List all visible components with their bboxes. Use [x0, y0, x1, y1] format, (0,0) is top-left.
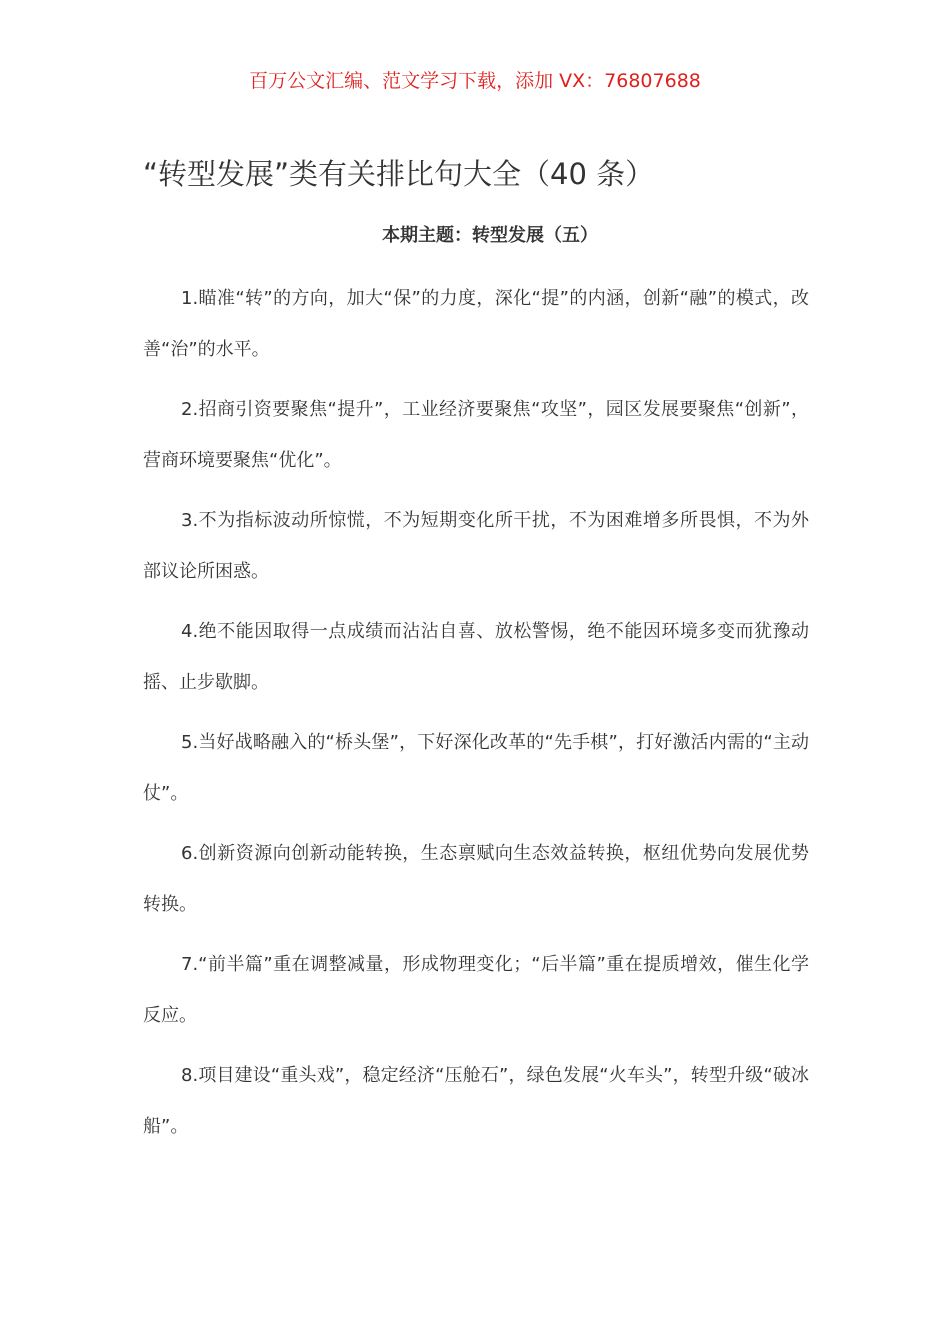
document-title: “转型发展”类有关排比句大全（40 条）	[143, 157, 655, 191]
list-item: 4.绝不能因取得一点成绩而沾沾自喜、放松警惕，绝不能因环境多变而犹豫动摇、止步歇脚。	[143, 621, 809, 693]
document-subtitle: 本期主题：转型发展（五）	[382, 225, 598, 246]
download-banner: 百万公文汇编、范文学习下载，添加 VX：76807688	[249, 70, 701, 92]
sentence-list	[143, 274, 809, 1162]
list-item: 2.招商引资要聚焦“提升”，工业经济要聚焦“攻坚”，园区发展要聚焦“创新”，营商环境要聚焦“优化”。	[143, 399, 809, 471]
list-item: 3.不为指标波动所惊慌，不为短期变化所干扰，不为困难增多所畏惧，不为外部议论所困惑。	[143, 510, 809, 582]
list-item: 8.项目建设“重头戏”，稳定经济“压舱石”，绿色发展“火车头”，转型升级“破冰船”。	[143, 1065, 809, 1137]
list-item: 5.当好战略融入的“桥头堡”，下好深化改革的“先手棋”，打好激活内需的“主动仗”。	[143, 732, 809, 804]
list-item: 1.瞄准“转”的方向，加大“保”的力度，深化“提”的内涵，创新“融”的模式，改善“治”的水平。	[143, 288, 809, 360]
list-item: 7.“前半篇”重在调整减量，形成物理变化；“后半篇”重在提质增效，催生化学反应。	[143, 954, 809, 1026]
list-item: 6.创新资源向创新动能转换，生态禀赋向生态效益转换，枢纽优势向发展优势转换。	[143, 843, 809, 915]
